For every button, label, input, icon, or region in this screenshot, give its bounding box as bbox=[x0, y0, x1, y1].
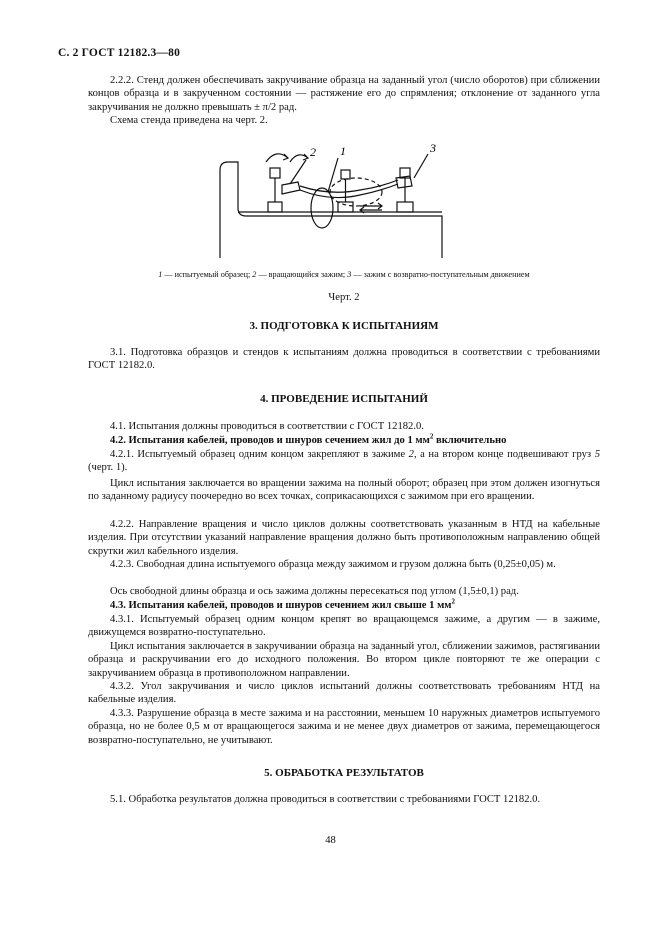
figure-label-1: 1 bbox=[340, 144, 346, 158]
paragraph-4-2-1: 4.2.1. Испытуемый образец одним концом закрепляют в зажиме 2, а на втором конце подвешивают груз 5 (черт. 1). bbox=[88, 449, 600, 474]
paragraph-scheme-reference: Схема стенда приведена на черт. 2. bbox=[110, 115, 268, 126]
paragraph-4-2-2: 4.2.2. Направление вращения и число циклов должны соответствовать указанным в НТД на кабельные изделия. При отсутствии указаний направление вращения должно быть противоположным направлению общей скрутки жил кабельного изделия. bbox=[88, 519, 600, 557]
page-number: 48 bbox=[325, 835, 336, 846]
paragraph-4-1: 4.1. Испытания должны проводиться в соответствии с ГОСТ 12182.0. bbox=[110, 421, 424, 432]
paragraph-5-1: 5.1. Обработка результатов должна проводиться в соответствии с требованиями ГОСТ 12182.0. bbox=[110, 794, 541, 805]
paragraph-4-2: 4.2. Испытания кабелей, проводов и шнуров сечением жил до 1 $мм^2$ включительно bbox=[110, 432, 507, 446]
paragraph-axis: Ось свободной длины образца и ось зажима должны пересекаться под углом (1,5±0,1) рад. bbox=[110, 586, 519, 597]
paragraph-4-3-2: 4.3.2. Угол закручивания и число циклов испытаний должны соответствовать требованиям НТД на кабельные изделия. bbox=[88, 681, 600, 706]
paragraph-cycle-2: Цикл испытания заключается в закручивании образца на заданный угол, сближении зажимов, растягивании образца и раскручивании его до исходного положения. Во втором цикле повторяют те же операции с закручиванием образца в противоположном направлении. bbox=[88, 641, 600, 679]
section-3-heading: 3. ПОДГОТОВКА К ИСПЫТАНИЯМ bbox=[249, 320, 439, 332]
paragraph-2-2-2: 2.2.2. Стенд должен обеспечивать закручивание образца на заданный угол (число оборотов) при сближении концов образца и в закрученном состоянии — растяжение его до спрямления; отклонение от заданного угла закручивания не должно превышать ± π/2 рад. bbox=[88, 75, 600, 113]
paragraph-4-3: 4.3. Испытания кабелей, проводов и шнуров сечением жил свыше 1 $мм^2$ bbox=[110, 597, 456, 611]
paragraph-4-3-1: 4.3.1. Испытуемый образец одним концом крепят во вращающемся зажиме, а другим — в зажиме, движущемся возвратно-поступательно. bbox=[88, 614, 600, 639]
figure-caption: 1 — испытуемый образец; 2 — вращающийся зажим; 3 — зажим с возвратно-поступательным движением bbox=[158, 270, 530, 279]
paragraph-4-2-3: 4.2.3. Свободная длина испытуемого образца между зажимом и грузом должна быть (0,25±0,05) м. bbox=[110, 559, 556, 570]
figure-label-2: 2 bbox=[310, 145, 316, 159]
page-header: С. 2 ГОСТ 12182.3—80 bbox=[58, 47, 181, 59]
figure-label-3: 3 bbox=[430, 141, 436, 155]
paragraph-4-3-3: 4.3.3. Разрушение образца в месте зажима и на расстоянии, меньшем 10 наружных диаметров испытуемого образца, но не более 0,5 м от вращающегося зажима и не менее двух диаметров от зажима, перемещающегося возвратно-поступательно, не учитывают. bbox=[88, 708, 600, 746]
test-stand-figure bbox=[210, 140, 455, 265]
paragraph-cycle-1: Цикл испытания заключается во вращении зажима на полный оборот; образец при этом должен изогнуться по заданному радиусу поочередно во всех точках, соприкасающихся с зажимом при его вращении. bbox=[88, 478, 600, 503]
section-5-heading: 5. ОБРАБОТКА РЕЗУЛЬТАТОВ bbox=[264, 767, 424, 779]
section-4-heading: 4. ПРОВЕДЕНИЕ ИСПЫТАНИЙ bbox=[260, 393, 428, 405]
figure-title: Черт. 2 bbox=[328, 292, 360, 303]
paragraph-3-1: 3.1. Подготовка образцов и стендов к испытаниям должна проводиться в соответствии с требованиями ГОСТ 12182.0. bbox=[88, 347, 600, 372]
